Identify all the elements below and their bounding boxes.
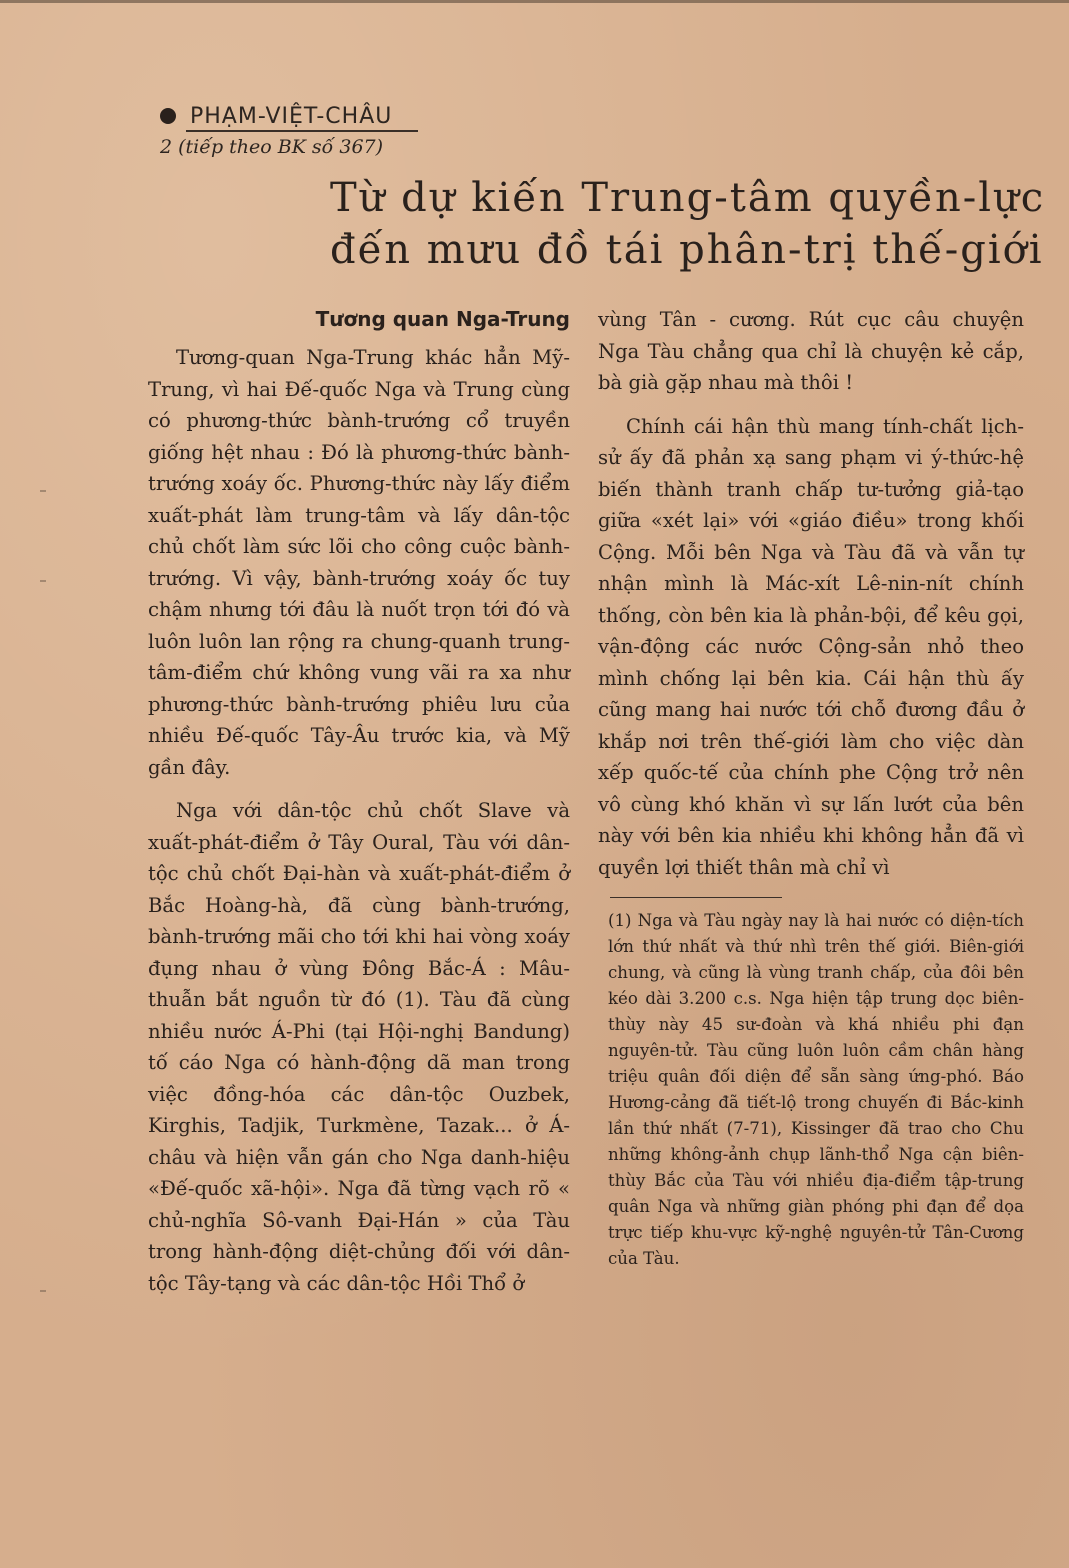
footnote-divider [610, 897, 782, 898]
section-heading: Tương quan Nga-Trung [315, 307, 570, 331]
article-title [330, 172, 1046, 276]
margin-mark [40, 580, 46, 582]
paragraph: vùng Tân - cương. Rút cục câu chuyện Nga Tàu chẳng qua chỉ là chuyện kẻ cắp, bà già gặp nhau mà thôi ! [598, 308, 1024, 394]
paragraph: Chính cái hận thù mang tính-chất lịch-sử ấy đã phản xạ sang phạm vi ý-thức-hệ biến thành tranh chấp tư-tưởng giả-tạo giữa «xét lại» với «giáo điều» trong khối Cộng. Mỗi bên Nga và Tàu đã và vẫn tự nhận mình là Mác-xít Lê-nin-nít chính thống, còn bên kia là phản-bội, để kêu gọi, vận-động các nước Cộng-sản nhỏ theo mình chống lại bên kia. Cái hận thù ấy cũng mang hai nước tới chỗ đương đầu ở khắp nơi trên thế-giới làm cho việc dàn xếp quốc-tế của chính phe Cộng trở nên vô cùng khó khăn vì sự lấn lướt của bên này với bên kia nhiều khi không hẳn đã vì quyền lợi thiết thân mà chỉ vì [598, 414, 1024, 879]
paragraph: Tương-quan Nga-Trung khác hẳn Mỹ-Trung, vì hai Đế-quốc Nga và Trung cùng có phương-thức bành-trướng cổ truyền giống hệt nhau : Đó là phương-thức bành-trướng xoáy ốc. Phương-thức này lấy điểm xuất-phát làm trung-tâm và lấy dân-tộc chủ chốt làm sức lõi cho công cuộc bành-trướng. Vì vậy, bành-trướng xoáy ốc tuy chậm nhưng tới đâu là nuốt trọn tới đó và luôn luôn lan rộng ra chung-quanh trung-tâm-điểm chứ không vung vãi ra xa như phương-thức bành-trướng phiêu lưu của nhiều Đế-quốc Tây-Âu trước kia, và Mỹ gần đây. [148, 346, 570, 779]
author-name: PHẠM-VIỆT-CHÂU [190, 103, 393, 129]
right-column [598, 304, 1024, 1272]
footnote: (1) Nga và Tàu ngày nay là hai nước có diện-tích lớn thứ nhất và thứ nhì trên thế giới. Biên-giới chung, và cũng là vùng tranh chấp, của đôi bên kéo dài 3.200 c.s. Nga hiện tập trung dọc biên-thùy này 45 sư-đoàn và khá nhiều phi đạn nguyên-tử. Tàu cũng luôn luôn cầm chân hàng triệu quân đối diện để sẵn sàng ứng-phó. Báo Hương-cảng đã tiết-lộ trong chuyến đi Bắc-kinh lần thứ nhất (7-71), Kissinger đã trao cho Chu những không-ảnh chụp lãnh-thổ Nga cận biên-thùy Bắc của Tàu với nhiều địa-điểm tập-trung quân Nga và những giàn phóng phi đạn để dọa trực tiếp khu-vực kỹ-nghệ nguyên-tử Tân-Cương của Tàu. [608, 911, 1024, 1268]
author-byline [160, 100, 460, 132]
bullet-icon [160, 108, 176, 124]
continuation-note: 2 (tiếp theo BK số 367) [160, 136, 384, 158]
paragraph: Nga với dân-tộc chủ chốt Slave và xuất-phát-điểm ở Tây Oural, Tàu với dân-tộc chủ chốt Đại-hàn và xuất-phát-điểm ở Bắc Hoàng-hà, đã cùng bành-trướng, bành-trướng mãi cho tới khi hai vòng xoáy đụng nhau ở vùng Đông Bắc-Á : Mâu-thuẫn bắt nguồn từ đó (1). Tàu đã cùng nhiều nước Á-Phi (tại Hội-nghị Bandung) tố cáo Nga có hành-động dã man trong việc đồng-hóa các dân-tộc Ouzbek, Kirghis, Tadjik, Turkmène, Tazak... ở Á-châu và hiện vẫn gán cho Nga danh-hiệu «Đế-quốc xã-hội». Nga đã từng vạch rõ « chủ-nghĩa Sô-vanh Đại-Hán » của Tàu trong hành-động diệt-chủng đối với dân-tộc Tây-tạng và các dân-tộc Hồi Thổ ở [148, 799, 570, 1295]
author-underline [186, 130, 418, 132]
title-line-2: đến mưu đồ tái phân-trị thế-giới [330, 227, 1044, 273]
title-line-1: Từ dự kiến Trung-tâm quyền-lực [330, 175, 1046, 221]
margin-mark [40, 490, 46, 492]
margin-mark [40, 1290, 46, 1292]
left-column [148, 304, 570, 1311]
top-edge-rule [0, 0, 1069, 3]
